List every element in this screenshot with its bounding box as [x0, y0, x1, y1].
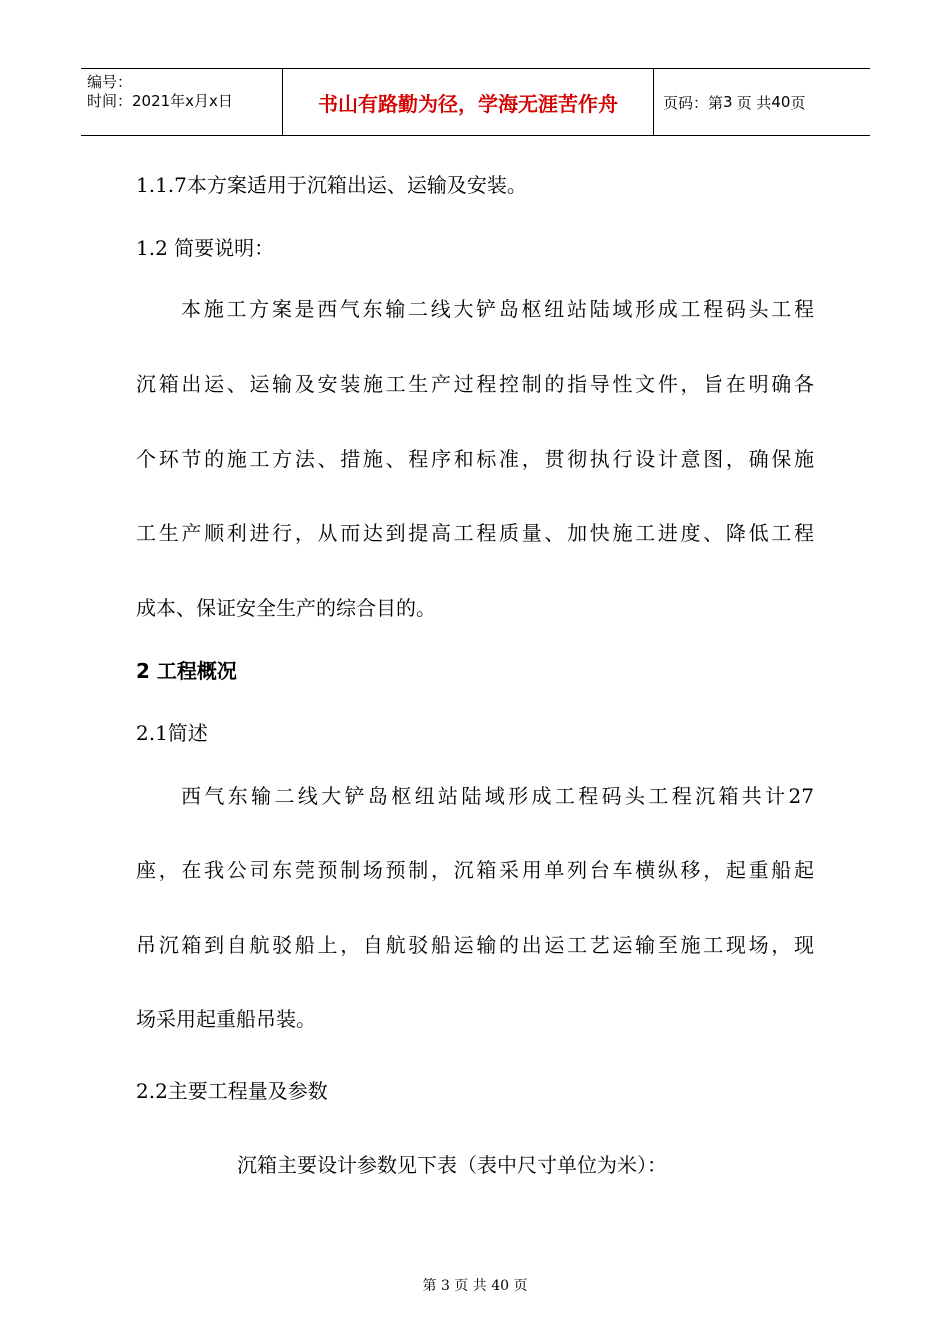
paragraph-1-1-7: 1.1.7本方案适用于沉箱出运、运输及安装。 — [136, 173, 527, 197]
table-caption: 沉箱主要设计参数见下表（表中尺寸单位为米）： — [237, 1153, 667, 1177]
section-2-heading: 2 工程概况 — [136, 659, 237, 683]
p1-line-4: 工生产顺利进行，从而达到提高工程质量、加快施工进度、降低工程 — [136, 521, 814, 545]
page-header — [81, 68, 870, 136]
p1-line-2: 沉箱出运、运输及安装施工生产过程控制的指导性文件，旨在明确各 — [136, 372, 814, 396]
p2-line-3: 吊沉箱到自航驳船上，自航驳船运输的出运工艺运输至施工现场，现 — [136, 933, 814, 957]
section-2-2-heading: 2.2主要工程量及参数 — [136, 1079, 328, 1103]
page-mid: 页 共 — [736, 93, 772, 112]
header-motto: 书山有路勤为径，学海无涯苦作舟 — [318, 91, 618, 116]
page-suffix: 页 — [790, 93, 806, 112]
header-meta-cell — [81, 69, 283, 135]
p1-line-1: 本施工方案是西气东输二线大铲岛枢纽站陆域形成工程码头工程 — [181, 297, 814, 321]
section-2-1-heading: 2.1简述 — [136, 721, 208, 745]
p1-line-5: 成本、保证安全生产的综合目的。 — [136, 596, 436, 620]
header-page-cell — [654, 69, 870, 135]
p1-line-3: 个环节的施工方法、措施、程序和标准，贯彻执行设计意图，确保施 — [136, 447, 814, 471]
section-1-2-heading: 1.2 简要说明： — [136, 236, 275, 260]
page-footer: 第 3 页 共 40 页 — [422, 1278, 528, 1294]
p2-line-4: 场采用起重船吊装。 — [136, 1007, 316, 1031]
p2-line-1: 西气东输二线大铲岛枢纽站陆域形成工程码头工程沉箱共计27 — [181, 784, 814, 808]
header-motto-cell — [283, 69, 654, 135]
document-number-label: 编号： — [87, 73, 133, 91]
page-total: 40 — [771, 93, 791, 111]
p2-line-2: 座，在我公司东莞预制场预制，沉箱采用单列台车横纵移，起重船起 — [136, 858, 814, 882]
page-current: 3 — [723, 93, 733, 111]
page-prefix: 页码：第 — [663, 93, 724, 112]
document-time-label: 时间：2021年x月x日 — [87, 92, 233, 110]
